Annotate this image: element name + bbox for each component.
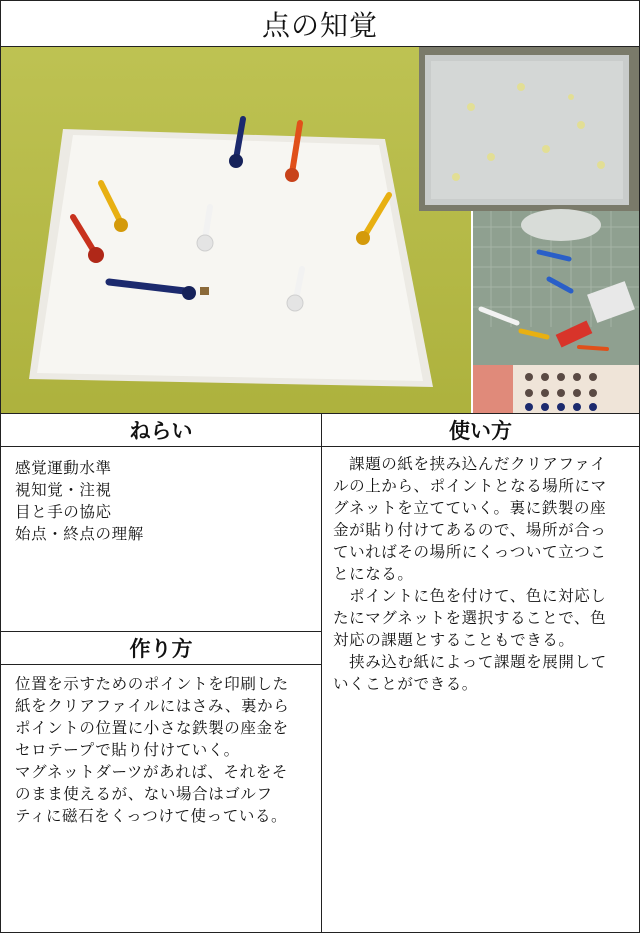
make-line: セロテープで貼り付けていく。	[15, 741, 240, 759]
aim-text	[15, 457, 315, 545]
make-heading: 作り方	[1, 631, 321, 665]
photo-area	[1, 47, 639, 413]
use-line: 金が貼り付けてあるので、場所が合っ	[333, 521, 607, 539]
use-line: グネットを立てていく。裏に鉄製の座	[333, 499, 607, 517]
make-line: マグネットダーツがあれば、それをそ	[15, 763, 288, 781]
use-line: 対応の課題とすることもできる。	[333, 631, 575, 649]
aim-line: 目と手の協応	[15, 503, 112, 521]
make-line: 位置を示すためのポイントを印刷した	[15, 675, 289, 693]
use-heading: 使い方	[322, 414, 639, 447]
use-text	[333, 453, 637, 695]
main-photo	[1, 47, 639, 413]
aim-line: 始点・終点の理解	[15, 525, 144, 543]
make-line: のまま使えるが、ない場合はゴルフ	[15, 785, 273, 803]
use-line: たにマグネットを選択することで、色	[333, 609, 607, 627]
use-line: とになる。	[333, 565, 414, 583]
use-line: ルの上から、ポイントとなる場所にマ	[333, 477, 607, 495]
aim-line: 視知覚・注視	[15, 481, 112, 499]
use-line: 課題の紙を挟み込んだクリアファイ	[333, 455, 607, 473]
aim-line: 感覚運動水準	[15, 459, 112, 477]
make-line: ティに磁石をくっつけて使っている。	[15, 807, 288, 825]
use-line: いくことができる。	[333, 675, 478, 693]
make-line: 紙をクリアファイルにはさみ、裏から	[15, 697, 290, 715]
use-line: ポイントに色を付けて、色に対応し	[333, 587, 607, 605]
page-title: 点の知覚	[1, 1, 639, 47]
aim-heading: ねらい	[1, 414, 321, 447]
make-line: ポイントの位置に小さな鉄製の座金を	[15, 719, 289, 737]
divider-column	[321, 413, 322, 932]
use-line: ていればその場所にくっついて立つこ	[333, 543, 607, 561]
use-line: 挟み込む紙によって課題を展開して	[333, 653, 607, 671]
make-text	[15, 673, 319, 827]
